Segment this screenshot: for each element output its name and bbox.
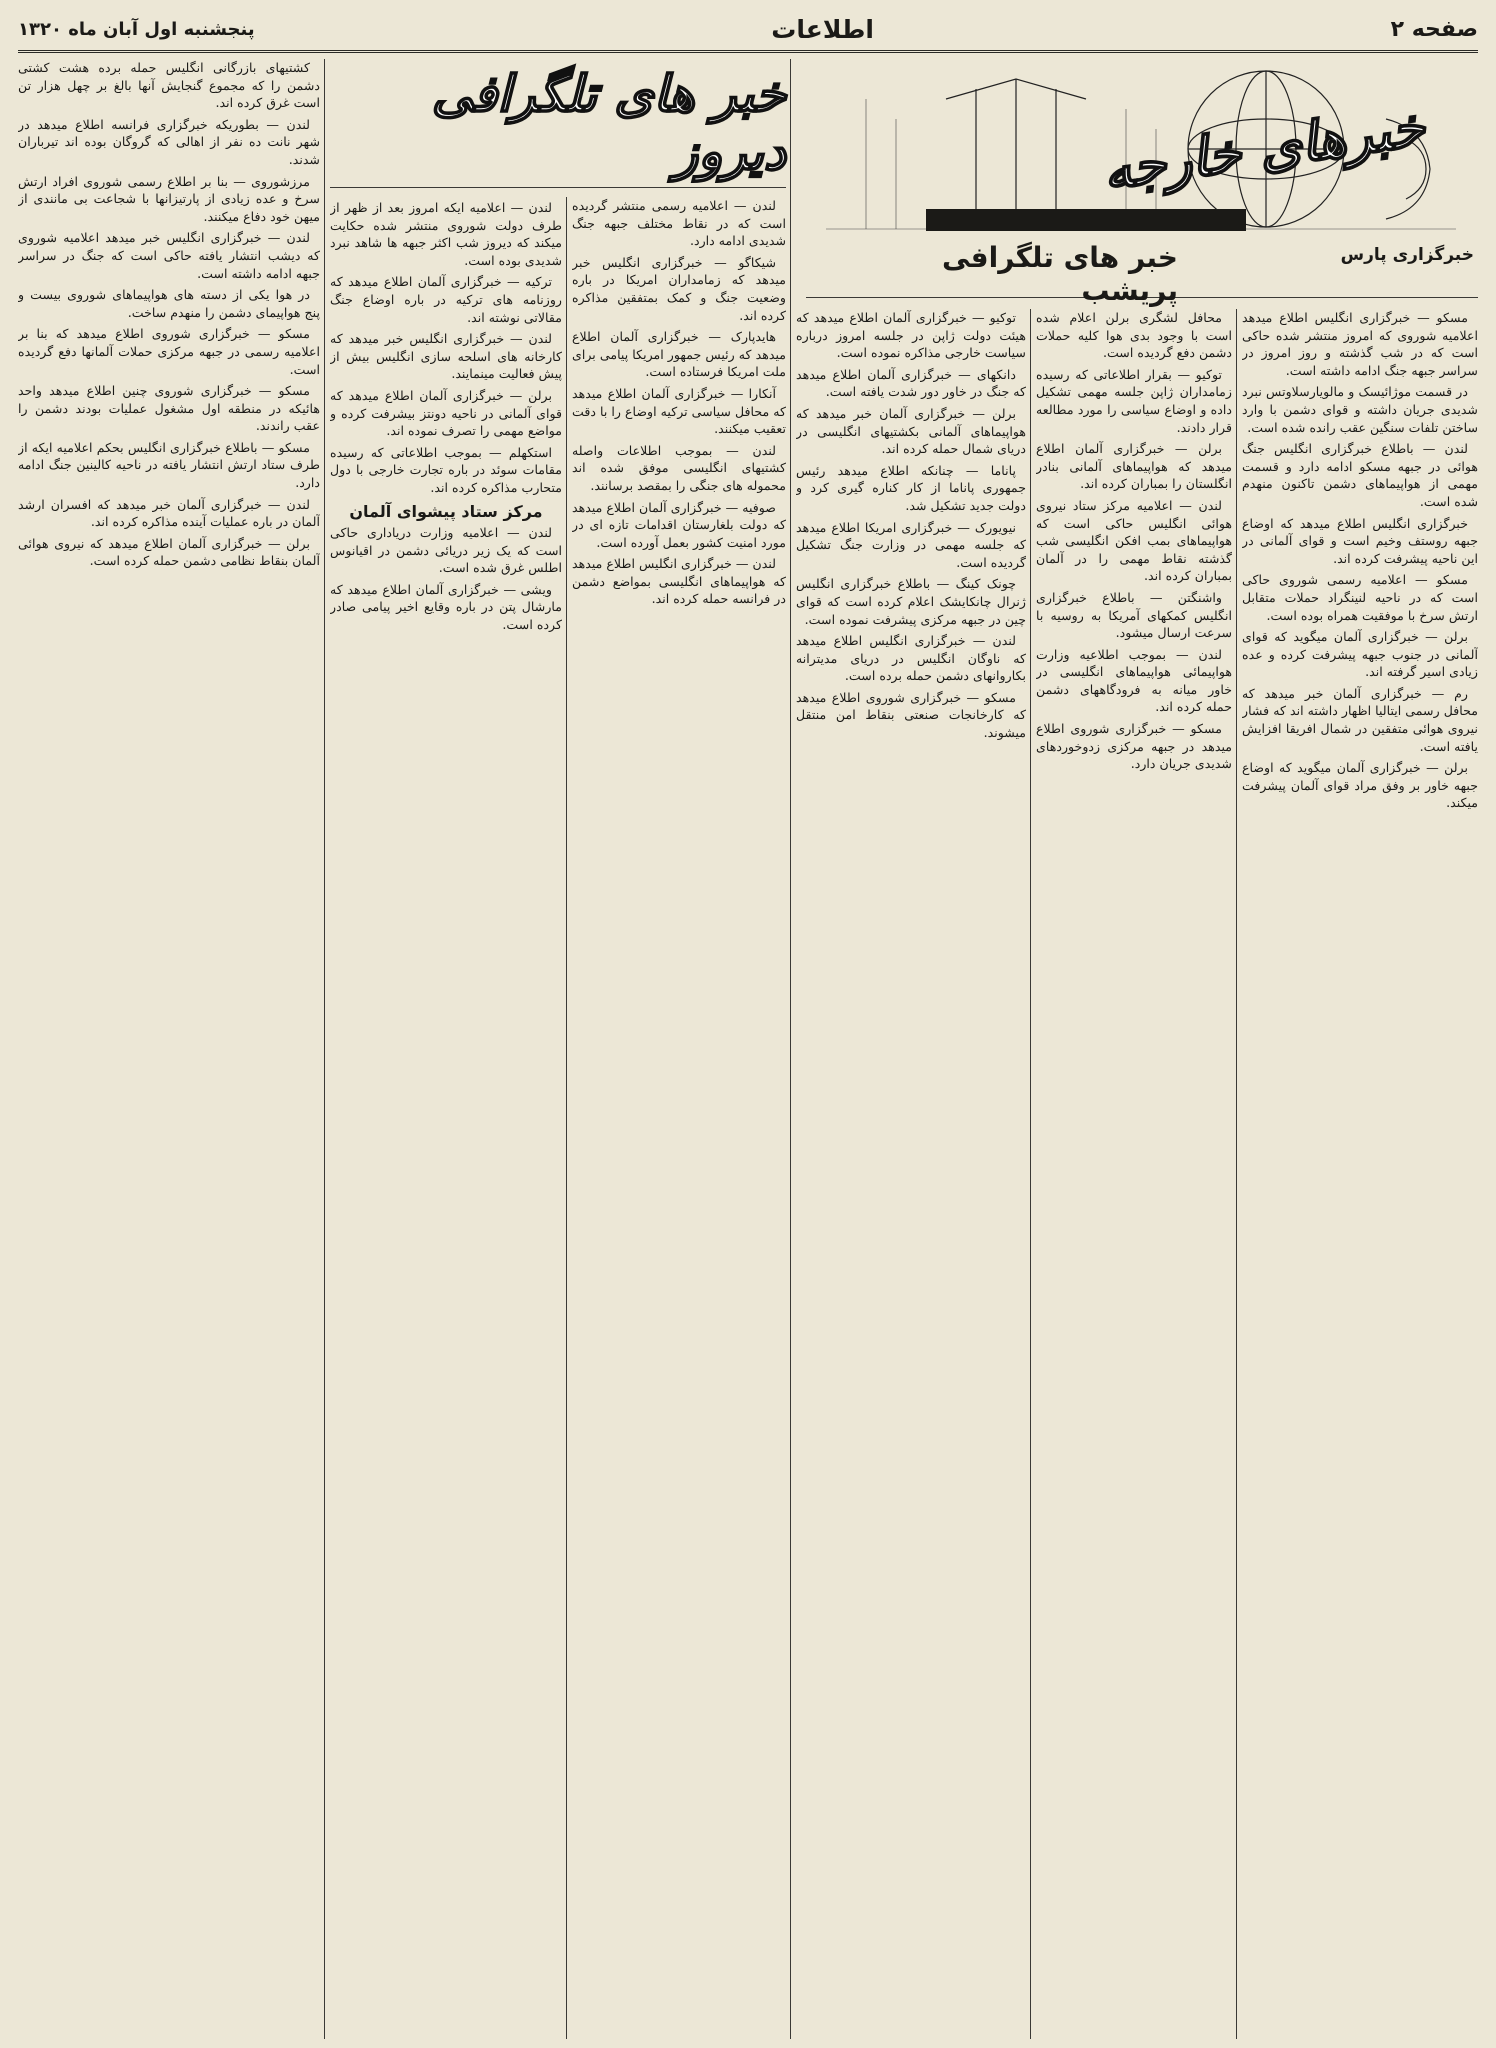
article-paragraph: ترکیه — خبرگزاری آلمان اطلاع میدهد که روزنامه های ترکیه در باره اوضاع جنگ مقالاتی نوشته اند.: [330, 274, 562, 325]
article-paragraph: استکهلم — بموجب اطلاعاتی که رسیده مقامات سوئد در باره تجارت خارجی با دول متحارب مذاکره کرده اند.: [330, 444, 562, 495]
article-paragraph: لندن — اعلامیه مرکز ستاد نیروی هوائی انگلیس حاکی است که هواپیماهای بمب افکن انگلیسی شب گذشته نقاط مهمی را در آلمان بمباران کرده اند.: [1036, 497, 1232, 584]
article-paragraph: در قسمت موژائیسک و مالویارسلاوتس نبرد شدیدی جریان داشته و قوای دشمن با وارد ساختن تلفات سنگین عقب رانده شده است.: [1242, 384, 1478, 435]
article-paragraph: مسکو — خبرگزاری شوروی اطلاع میدهد که بنا بر اعلامیه رسمی در جبهه مرکزی حملات آلمانها دفع گردیده است.: [18, 326, 320, 377]
column-rule: [566, 197, 567, 2039]
article-paragraph: مسکو — خبرگزاری انگلیس اطلاع میدهد اعلامیه شوروی که امروز منتشر شده حاکی است که در شب گذشته و روز امروز در سراسر جبهه جنگ ادامه داشته است.: [1242, 310, 1478, 378]
article-paragraph: برلن — خبرگزاری آلمان میگوید که قوای آلمانی در جنوب جبهه پیشرفت کرده و عده زیادی اسیر گرفته اند.: [1242, 629, 1478, 680]
article-paragraph: کشتیهای بازرگانی انگلیس حمله برده هشت کشتی دشمن را که مجموع گنجایش آنها بالغ بر چهل هزار تن است غرق کرده اند.: [18, 60, 320, 111]
article-paragraph: واشنگتن — باطلاع خبرگزاری انگلیس کمکهای آمریکا به روسیه با سرعت ارسال میشود.: [1036, 589, 1232, 641]
article-paragraph: مسکو — خبرگزاری شوروی چنین اطلاع میدهد واحد هائیکه در منطقه اول مشغول عملیات بودند دشمن را عقب راندند.: [18, 383, 320, 434]
column-rule: [1030, 309, 1031, 2039]
article-paragraph: آنکارا — خبرگزاری آلمان اطلاع میدهد که محافل سیاسی ترکیه اوضاع را با دقت تعقیب میکنند.: [572, 385, 786, 437]
article-paragraph: شیکاگو — خبرگزاری انگلیس خبر میدهد که زمامداران امریکا در باره وضعیت جنگ و کمک بمتفقین مذاکره کرده اند.: [572, 254, 786, 323]
article-paragraph: لندن — خبرگزاری انگلیس خبر میدهد که کارخانه های اسلحه سازی انگلیس بیش از پیش فعالیت مینمایند.: [330, 331, 562, 382]
column-6: [18, 59, 320, 2039]
article-paragraph: لندن — خبرگزاری انگلیس اطلاع میدهد که هواپیماهای انگلیسی بمواضع دشمن در فرانسه حمله کرده اند.: [572, 556, 786, 607]
article-paragraph: لندن — باطلاع خبرگزاری انگلیس جنگ هوائی در جبهه مسکو ادامه دارد و قسمت مهمی از هواپیماهای دشمن تاکنون منهدم شده است.: [1242, 441, 1478, 509]
article-paragraph: هایدپارک — خبرگزاری آلمان اطلاع میدهد که رئیس جمهور امریکا پیامی برای ملت امریکا فرستاده است.: [572, 329, 786, 380]
article-paragraph: لندن — خبرگزاری انگلیس خبر میدهد اعلامیه شوروی که دیشب انتشار یافته حاکی است که جنگ در سراسر جبهه ادامه داشته است.: [18, 230, 320, 281]
article-paragraph: لندن — خبرگزاری آلمان خبر میدهد که افسران ارشد آلمان در باره عملیات آینده مذاکره کرده اند.: [18, 496, 320, 530]
column-rule: [790, 59, 791, 2039]
column-4: [572, 197, 786, 2039]
article-paragraph: نیویورک — خبرگزاری امریکا اطلاع میدهد که جلسه مهمی در وزارت جنگ تشکیل گردیده است.: [796, 519, 1026, 570]
lastnight-heading: خبر های تلگرافی پریشب: [941, 241, 1178, 307]
column-rule: [324, 59, 325, 2039]
article-paragraph: لندن — بطوریکه خبرگزاری فرانسه اطلاع میدهد در شهر نانت ده نفر از اهالی که گروگان بوده اند تیرباران شدند.: [18, 116, 320, 167]
article-paragraph: مسکو — اعلامیه رسمی شوروی حاکی است که در ناحیه لنینگراد حملات متقابل ارتش سرخ با موفقیت همراه بوده است.: [1242, 572, 1478, 623]
column-3: [796, 309, 1026, 2039]
article-paragraph: مسکو — خبرگزاری شوروی اطلاع میدهد که کارخانجات صنعتی بنقاط امن منتقل میشوند.: [796, 689, 1026, 741]
article-paragraph: برلن — خبرگزاری آلمان اطلاع میدهد که قوای آلمانی در ناحیه دونتز بیشرفت کرده و مواضع مهمی را تصرف نموده اند.: [330, 387, 562, 439]
article-paragraph: خبرگزاری انگلیس اطلاع میدهد که اوضاع جبهه روستف وخیم است و قوای آلمانی در این ناحیه پیشرفت کرده اند.: [1242, 515, 1478, 566]
article-paragraph: پاناما — چنانکه اطلاع میدهد رئیس جمهوری پاناما از کار کناره گیری کرد و دولت جدید تشکیل شد.: [796, 462, 1026, 513]
article-paragraph: لندن — اعلامیه ایکه امروز بعد از ظهر از طرف دولت شوروی منتشر شده حکایت میکند که دیروز شب اکثر جبهه ها شاهد نبرد شدیدی بوده است.: [330, 200, 562, 268]
banner-title: خبرهای خارجه: [1099, 94, 1429, 203]
article-paragraph: برلن — خبرگزاری آلمان اطلاع میدهد که نیروی هوائی آلمان بنقاط نظامی دشمن حمله کرده است.: [18, 535, 320, 569]
foreign-news-banner: [806, 59, 1478, 307]
article-paragraph: لندن — بموجب اطلاعیه وزارت هواپیمائی هواپیماهای انگلیسی در خاور میانه به فرودگاههای دشمن حمله کرده اند.: [1036, 646, 1232, 715]
article-paragraph: مسکو — باطلاع خبرگزاری انگلیس بحکم اعلامیه ایکه از طرف ستاد ارتش انتشار یافته در ناحیه کالینین جنگ ادامه دارد.: [18, 439, 320, 491]
article-paragraph: برلن — خبرگزاری آلمان اطلاع میدهد که هواپیماهای آلمانی بنادر انگلستان را بمباران کرده اند.: [1036, 441, 1232, 492]
article-paragraph: لندن — اعلامیه رسمی منتشر گردیده است که در نقاط مختلف جبهه جنگ شدیدی ادامه دارد.: [572, 198, 786, 249]
article-paragraph: در هوا یکی از دسته های هواپیماهای شوروی بیست و پنج هواپیمای دشمن را منهدم ساخت.: [18, 287, 320, 320]
article-paragraph: برلن — خبرگزاری آلمان میگوید که اوضاع جبهه خاور بر وفق مراد قوای آلمان پیشرفت میکند.: [1242, 760, 1478, 811]
pars-heading: خبرگزاری پارس: [1340, 245, 1474, 265]
article-paragraph: توکیو — بقرار اطلاعاتی که رسیده زمامداران ژاپن جلسه مهمی تشکیل داده و اوضاع سیاسی را مورد مطالعه قرار دادند.: [1036, 366, 1232, 435]
column-5: [330, 199, 562, 2039]
article-paragraph: لندن — خبرگزاری انگلیس اطلاع میدهد که ناوگان انگلیس در دریای مدیترانه بکاروانهای دشمن حمله برده است.: [796, 633, 1026, 684]
article-paragraph: رم — خبرگزاری آلمان خبر میدهد که محافل رسمی ایتالیا اظهار داشته اند که فشار نیروی هوائی متفقین در شمال افریقا افزایش یافته است.: [1242, 685, 1478, 754]
article-paragraph: لندن — اعلامیه وزارت دریاداری حاکی است که یک زیر دریائی دشمن در اقیانوس اطلس غرق شده است.: [330, 525, 562, 576]
column-1: [1242, 309, 1478, 2039]
article-columns: [18, 59, 1478, 2039]
article-paragraph: لندن — بموجب اطلاعات واصله کشتیهای انگلیسی موفق شده اند محموله های جنگی را بمقصد برسانند.: [572, 442, 786, 493]
article-paragraph: ویشی — خبرگزاری آلمان اطلاع میدهد که مارشال پتن در باره وقایع اخیر پیامی صادر کرده است.: [330, 581, 562, 633]
article-paragraph: چونک کینگ — باطلاع خبرگزاری انگلیس ژنرال چانکایشک اعلام کرده است که قوای چین در جبهه مرکزی پیشرفت نموده است.: [796, 576, 1026, 627]
column-2: [1036, 309, 1232, 2039]
article-paragraph: مسکو — خبرگزاری شوروی اطلاع میدهد در جبهه مرکزی زدوخوردهای شدیدی جریان دارد.: [1036, 721, 1232, 772]
hq-heading: مرکز ستاد پیشوای آلمان: [349, 501, 543, 521]
article-paragraph: توکیو — خبرگزاری آلمان اطلاع میدهد که هیئت دولت ژاپن در جلسه امروز درباره سیاست خارجی مذاکره نموده است.: [796, 310, 1026, 361]
article-paragraph: محافل لشگری برلن اعلام شده است با وجود بدی هوا کلیه حملات دشمن دفع گردیده است.: [1036, 310, 1232, 361]
issue-date: پنجشنبه اول آبان ماه ۱۳۲۰: [18, 18, 255, 40]
article-paragraph: دانکهای — خبرگزاری آلمان اطلاع میدهد که جنگ در خاور دور شدت یافته است.: [796, 366, 1026, 400]
article-paragraph: مرزشوروی — بنا بر اطلاع رسمی شوروی افراد ارتش سرخ و عده زیادی از پارتیزانها با شجاعت بی مانندی از میهن خود دفاع میکنند.: [18, 173, 320, 224]
yesterday-heading: خبر های تلگرافی دیروز: [330, 59, 786, 188]
article-paragraph: برلن — خبرگزاری آلمان خبر میدهد که هواپیماهای آلمانی بکشتیهای انگلیسی در دریای شمال حمله کرده اند.: [796, 405, 1026, 457]
article-paragraph: صوفیه — خبرگزاری آلمان اطلاع میدهد که دولت بلغارستان اقدامات تازه ای در مورد امنیت کشور بعمل آورده است.: [572, 499, 786, 550]
page-number: صفحه ۲: [1390, 16, 1478, 42]
column-rule: [1236, 309, 1237, 2039]
page-header: [18, 8, 1478, 53]
newspaper-name: اطلاعات: [771, 14, 874, 44]
